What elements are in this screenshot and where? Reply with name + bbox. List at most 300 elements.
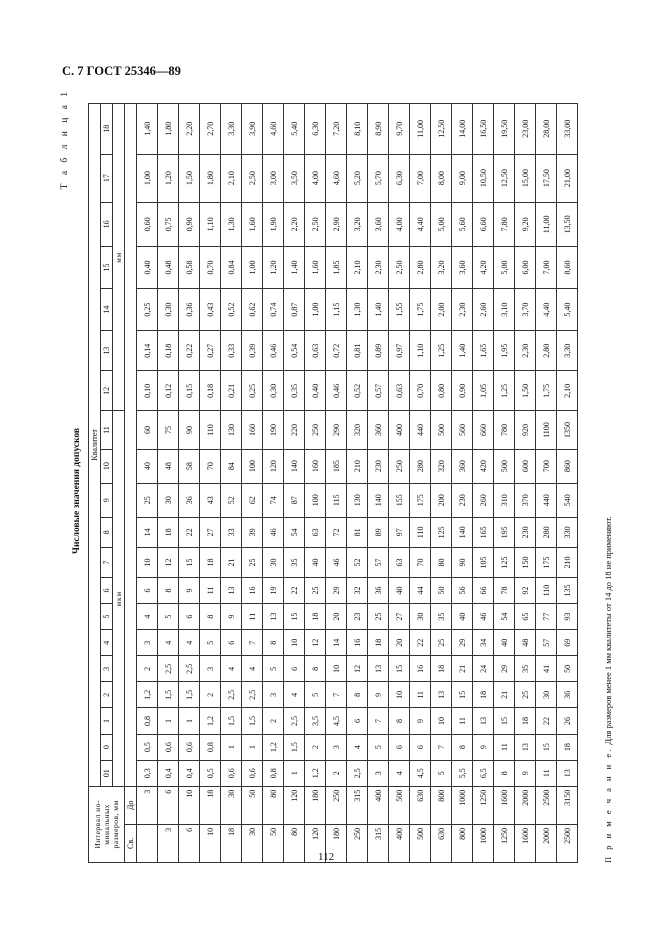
tolerance-value-cell: 330 [557,517,578,547]
tolerance-value-cell: 1,50 [515,371,536,411]
tolerance-value-cell: 9 [221,604,242,630]
interval-from-cell: 2000 [536,824,557,862]
tolerance-value-cell: 280 [410,449,431,483]
grade-header-cell: 5 [101,604,113,630]
tolerance-value-cell: 0,40 [305,371,326,411]
tolerance-value-cell: 440 [536,483,557,517]
tolerance-value-cell: 0,22 [179,331,200,371]
tolerance-value-cell: 4,00 [305,154,326,202]
tolerance-value-cell: 1,55 [389,289,410,331]
interval-from-cell: 30 [242,824,263,862]
tolerance-value-cell: 3,50 [284,154,305,202]
tolerance-value-cell: 4,60 [326,154,347,202]
tolerance-value-cell: 175 [536,547,557,577]
tolerance-value-cell: 40 [452,604,473,630]
tolerance-value-cell: 1,5 [179,682,200,708]
page-header: С. 7 ГОСТ 25346—89 [62,64,181,78]
tolerance-value-cell: 10,50 [473,154,494,202]
tolerance-value-cell: 0,52 [221,289,242,331]
tolerance-value-cell: 12,50 [494,154,515,202]
tolerance-value-cell: 0,87 [284,289,305,331]
interval-from-cell: 315 [368,824,389,862]
tolerance-value-cell: 22 [284,578,305,604]
tolerance-value-cell: 125 [494,547,515,577]
tolerance-value-cell: 2,5 [179,656,200,682]
tolerance-value-cell: 540 [557,483,578,517]
table-row [557,104,578,863]
tolerance-value-cell: 13 [368,656,389,682]
tolerance-value-cell: 9,70 [389,104,410,155]
tolerance-value-cell: 50 [557,656,578,682]
tolerance-value-cell: 30 [158,483,179,517]
tolerance-value-cell: 2,20 [284,202,305,246]
interval-to-cell: 315 [347,786,368,824]
tolerance-value-cell: 18 [158,517,179,547]
tolerance-value-cell: 2,80 [536,331,557,371]
tolerance-value-cell: 50 [431,578,452,604]
tolerance-value-cell: 110 [200,411,221,449]
tolerance-table [88,103,578,863]
tolerance-value-cell: 1,2 [263,734,284,760]
tolerance-value-cell: 195 [494,517,515,547]
tolerance-value-cell: 8 [263,630,284,656]
tolerance-value-cell: 5,20 [347,154,368,202]
tolerance-value-cell: 41 [536,656,557,682]
tolerance-value-cell: 6,30 [305,104,326,155]
tolerance-value-cell: 25 [368,604,389,630]
tolerance-value-cell: 3,00 [263,154,284,202]
tolerance-value-cell: 12 [158,547,179,577]
tolerance-value-cell: 52 [221,483,242,517]
tolerance-value-cell: 22 [179,517,200,547]
tolerance-value-cell: 1,2 [305,760,326,786]
tolerance-value-cell: 140 [452,517,473,547]
unit-mkm-header: мкм [113,411,125,786]
tolerance-value-cell: 9 [368,682,389,708]
tolerance-value-cell: 0,5 [137,734,158,760]
table-row [242,104,263,863]
tolerance-value-cell: 65 [515,604,536,630]
tolerance-value-cell: 16,50 [473,104,494,155]
tolerance-value-cell: 9,00 [452,154,473,202]
tolerance-value-cell: 1,2 [137,682,158,708]
table-label: Т а б л и ц а 1 [60,89,70,190]
tolerance-value-cell: 2,00 [431,289,452,331]
tolerance-value-cell: 29 [494,656,515,682]
tolerance-value-cell: 0,81 [347,331,368,371]
tolerance-value-cell: 16 [242,578,263,604]
rotated-table-block [60,81,615,871]
tolerance-value-cell: 0,97 [389,331,410,371]
tolerance-value-cell: 18 [473,682,494,708]
tolerance-value-cell: 11 [200,578,221,604]
tolerance-value-cell: 35 [515,656,536,682]
tolerance-value-cell: 25 [515,682,536,708]
tolerance-value-cell: 75 [158,411,179,449]
tolerance-value-cell: 6,00 [515,246,536,288]
tolerance-value-cell: 6 [347,708,368,734]
tolerance-value-cell: 21 [494,682,515,708]
tolerance-value-cell: 0,12 [158,371,179,411]
tolerance-value-cell: 3 [263,682,284,708]
tolerance-value-cell: 1 [179,708,200,734]
note-text: Для размеров менее 1 мм квалитеты от 14 до 18 не применяют. [603,516,613,745]
tolerance-value-cell: 22 [536,708,557,734]
tolerance-value-cell: 7,00 [410,154,431,202]
interval-to-cell: 1600 [494,786,515,824]
tolerance-value-cell: 8 [158,578,179,604]
tolerance-value-cell: 2 [263,708,284,734]
tolerance-value-cell: 13,50 [557,202,578,246]
tolerance-value-cell: 25 [242,547,263,577]
tolerance-value-cell: 23,00 [515,104,536,155]
tolerance-value-cell: 4 [158,630,179,656]
tolerance-value-cell: 1,40 [137,104,158,155]
tolerance-value-cell: 140 [284,449,305,483]
tolerance-value-cell: 280 [536,517,557,547]
tolerance-value-cell: 1,15 [326,289,347,331]
tolerance-value-cell: 1,25 [431,331,452,371]
tolerance-value-cell: 1,75 [410,289,431,331]
tolerance-value-cell: 1 [284,760,305,786]
tolerance-value-cell: 4 [137,604,158,630]
tolerance-value-cell: 0,6 [179,734,200,760]
tolerance-value-cell: 0,90 [179,202,200,246]
tolerance-value-cell: 11 [242,604,263,630]
tolerance-value-cell: 1,00 [305,289,326,331]
tolerance-value-cell: 3,70 [515,289,536,331]
table-row [221,104,242,863]
tolerance-value-cell: 63 [389,547,410,577]
tolerance-value-cell: 8 [347,682,368,708]
grade-header-cell: 1 [101,708,113,734]
tolerance-value-cell: 5,00 [431,202,452,246]
tolerance-value-cell: 44 [410,578,431,604]
tolerance-value-cell: 100 [305,483,326,517]
tolerance-value-cell: 6 [410,734,431,760]
tolerance-value-cell: 1,5 [221,708,242,734]
tolerance-value-cell: 0,90 [452,371,473,411]
tolerance-value-cell: 0,6 [158,734,179,760]
tolerance-value-cell: 190 [263,411,284,449]
tolerance-value-cell: 90 [179,411,200,449]
interval-to-cell: 1000 [452,786,473,824]
tolerance-value-cell: 18 [200,547,221,577]
tolerance-value-cell: 8,10 [347,104,368,155]
tolerance-value-cell: 54 [494,604,515,630]
table-title: Числовые значения допусков [72,427,82,555]
tolerance-value-cell: 5,60 [452,202,473,246]
tolerance-value-cell: 10 [137,547,158,577]
tolerance-value-cell: 3,20 [347,202,368,246]
interval-from-cell: 120 [305,824,326,862]
tolerance-value-cell: 230 [515,517,536,547]
tolerance-value-cell: 1,20 [263,246,284,288]
interval-to-cell: 80 [263,786,284,824]
interval-to-cell: 2500 [536,786,557,824]
grade-header-cell: 15 [101,246,113,288]
grade-header-cell: 17 [101,154,113,202]
table-row [410,104,431,863]
tolerance-value-cell: 7 [368,708,389,734]
tolerance-value-cell: 660 [473,411,494,449]
interval-to-cell: 10 [179,786,200,824]
tolerance-value-cell: 2,20 [179,104,200,155]
interval-to-cell: 120 [284,786,305,824]
interval-to-cell: 6 [158,786,179,824]
tolerance-value-cell: 700 [536,449,557,483]
tolerance-value-cell: 13 [557,760,578,786]
interval-from-cell: 180 [326,824,347,862]
tolerance-value-cell: 18 [305,604,326,630]
tolerance-value-cell: 100 [242,449,263,483]
tolerance-value-cell: 56 [452,578,473,604]
tolerance-value-cell: 33 [221,517,242,547]
tolerance-value-cell: 9,20 [515,202,536,246]
tolerance-value-cell: 0,8 [137,708,158,734]
tolerance-value-cell: 17,50 [536,154,557,202]
tolerance-value-cell: 1 [158,708,179,734]
interval-to-cell: 630 [410,786,431,824]
tolerance-value-cell: 1,80 [200,154,221,202]
tolerance-value-cell: 560 [452,411,473,449]
tolerance-value-cell: 0,60 [137,202,158,246]
tolerance-value-cell: 2,50 [305,202,326,246]
interval-from-cell: 3 [158,824,179,862]
tolerance-value-cell: 0,80 [431,371,452,411]
tolerance-value-cell: 69 [557,630,578,656]
tolerance-value-cell: 310 [494,483,515,517]
tolerance-value-cell: 2 [326,760,347,786]
tolerance-value-cell: 0,39 [242,331,263,371]
tolerance-value-cell: 36 [557,682,578,708]
tolerance-value-cell: 52 [347,547,368,577]
interval-from-cell: 10 [200,824,221,862]
tolerance-value-cell: 105 [473,547,494,577]
tolerance-value-cell: 0,5 [200,760,221,786]
tolerance-value-cell: 57 [368,547,389,577]
tolerance-value-cell: 8 [200,604,221,630]
grade-header-cell: 11 [101,411,113,449]
tolerance-value-cell: 1,75 [536,371,557,411]
tolerance-value-cell: 2,5 [242,682,263,708]
grade-header-cell: 2 [101,682,113,708]
tolerance-value-cell: 320 [347,411,368,449]
tolerance-value-cell: 120 [263,449,284,483]
tolerance-value-cell: 18 [431,656,452,682]
tolerance-value-cell: 0,40 [137,246,158,288]
tolerance-value-cell: 920 [515,411,536,449]
tolerance-value-cell: 185 [326,449,347,483]
tolerance-value-cell: 6,5 [473,760,494,786]
tolerance-value-cell: 110 [410,517,431,547]
tolerance-value-cell: 130 [347,483,368,517]
tolerance-value-cell: 3,5 [305,708,326,734]
tolerance-value-cell: 18 [368,630,389,656]
table-row [368,104,389,863]
tolerance-value-cell: 0,48 [158,246,179,288]
tolerance-value-cell: 2,5 [158,656,179,682]
tolerance-value-cell: 29 [326,578,347,604]
table-row [431,104,452,863]
header-spacer [125,104,137,787]
tolerance-value-cell: 5,00 [494,246,515,288]
interval-from-cell: 800 [452,824,473,862]
tolerance-value-cell: 46 [263,517,284,547]
tolerance-value-cell: 0,25 [137,289,158,331]
tolerance-value-cell: 8 [494,760,515,786]
tolerance-value-cell: 25 [305,578,326,604]
table-row [326,104,347,863]
tolerance-value-cell: 1,00 [137,154,158,202]
tolerance-value-cell: 4,40 [410,202,431,246]
table-row [536,104,557,863]
tolerance-value-cell: 0,43 [200,289,221,331]
tolerance-value-cell: 0,30 [158,289,179,331]
tolerance-value-cell: 2 [137,656,158,682]
tolerance-value-cell: 5 [431,760,452,786]
tolerance-value-cell: 0,18 [200,371,221,411]
tolerance-value-cell: 21 [221,547,242,577]
tolerance-value-cell: 15 [284,604,305,630]
tolerance-value-cell: 1,85 [326,246,347,288]
tolerance-value-cell: 10 [431,708,452,734]
tolerance-value-cell: 70 [200,449,221,483]
table-row [347,104,368,863]
grade-header-cell: 3 [101,656,113,682]
tolerance-value-cell: 220 [284,411,305,449]
tolerance-value-cell: 12,50 [431,104,452,155]
interval-to-cell: 400 [368,786,389,824]
interval-from-cell: 6 [179,824,200,862]
tolerance-value-cell: 160 [305,449,326,483]
tolerance-value-cell: 6 [284,656,305,682]
tolerance-value-cell: 2 [305,734,326,760]
tolerance-value-cell: 11,00 [536,202,557,246]
tolerance-value-cell: 21,00 [557,154,578,202]
table-row [473,104,494,863]
tolerance-value-cell: 4,60 [263,104,284,155]
tolerance-value-cell: 78 [494,578,515,604]
tolerance-value-cell: 3,60 [452,246,473,288]
tolerance-value-cell: 40 [494,630,515,656]
tolerance-value-cell: 440 [410,411,431,449]
tolerance-value-cell: 30 [410,604,431,630]
interval-from-cell: 80 [284,824,305,862]
tolerance-value-cell: 1,50 [179,154,200,202]
grade-header-cell: 14 [101,289,113,331]
tolerance-value-cell: 1,10 [410,331,431,371]
tolerance-value-cell: 3,60 [368,202,389,246]
tolerance-value-cell: 1,40 [452,331,473,371]
tolerance-value-cell: 60 [137,411,158,449]
tolerance-value-cell: 27 [200,517,221,547]
tolerance-value-cell: 35 [284,547,305,577]
tolerance-value-cell: 13 [221,578,242,604]
tolerance-value-cell: 0,58 [179,246,200,288]
tolerance-value-cell: 30 [536,682,557,708]
tolerance-value-cell: 0,46 [263,331,284,371]
tolerance-value-cell: 5,40 [557,289,578,331]
tolerance-value-cell: 0,27 [200,331,221,371]
tolerance-value-cell: 4,5 [410,760,431,786]
tolerance-value-cell: 77 [536,604,557,630]
table-row [284,104,305,863]
tolerance-value-cell: 14,00 [452,104,473,155]
tolerance-value-cell: 26 [557,708,578,734]
tolerance-value-cell: 210 [347,449,368,483]
tolerance-value-cell: 4,5 [326,708,347,734]
tolerance-value-cell: 29 [452,630,473,656]
tolerance-value-cell: 860 [557,449,578,483]
tolerance-value-cell: 10 [284,630,305,656]
tolerance-value-cell: 27 [389,604,410,630]
tolerance-value-cell: 10 [326,656,347,682]
tolerance-value-cell: 0,4 [158,760,179,786]
tolerance-value-cell: 0,6 [242,760,263,786]
tolerance-value-cell: 90 [452,547,473,577]
grade-header-cell: 8 [101,517,113,547]
from-header: Св. [125,824,137,862]
tolerance-value-cell: 18 [557,734,578,760]
interval-from-cell: 1000 [473,824,494,862]
interval-header: Интервал но-минальных размеров, мм [89,786,125,862]
tolerance-value-cell: 160 [242,411,263,449]
tolerance-value-cell: 0,3 [137,760,158,786]
tolerance-value-cell: 28,00 [536,104,557,155]
tolerance-value-cell: 0,70 [410,371,431,411]
interval-from-cell [137,824,158,862]
table-note [603,516,613,863]
tolerance-value-cell: 3,20 [431,246,452,288]
interval-from-cell: 630 [431,824,452,862]
tolerance-value-cell: 4,00 [389,202,410,246]
tolerance-value-cell: 1,60 [242,202,263,246]
tolerance-value-cell: 14 [137,517,158,547]
tolerance-value-cell: 0,4 [179,760,200,786]
tolerance-value-cell: 1,5 [158,682,179,708]
tolerance-value-cell: 1100 [536,411,557,449]
tolerance-value-cell: 7,20 [326,104,347,155]
tolerance-value-cell: 5 [305,682,326,708]
tolerance-value-cell: 600 [515,449,536,483]
tolerance-value-cell: 58 [179,449,200,483]
tolerance-value-cell: 40 [305,547,326,577]
tolerance-value-cell: 5,70 [368,154,389,202]
interval-from-cell: 50 [263,824,284,862]
tolerance-value-cell: 1,25 [494,371,515,411]
tolerance-value-cell: 43 [200,483,221,517]
tolerance-value-cell: 4 [221,656,242,682]
tolerance-value-cell: 5,5 [452,760,473,786]
grade-header-cell: 0 [101,734,113,760]
tolerance-value-cell: 35 [431,604,452,630]
grade-header-cell: 4 [101,630,113,656]
grade-header-cell: 12 [101,371,113,411]
tolerance-value-cell: 25 [137,483,158,517]
tolerance-value-cell: 15 [452,682,473,708]
tolerance-value-cell: 9 [179,578,200,604]
tolerance-value-cell: 0,18 [158,331,179,371]
interval-to-cell: 250 [326,786,347,824]
tolerance-value-cell: 11 [410,682,431,708]
tolerance-value-cell: 0,33 [221,331,242,371]
interval-to-cell: 18 [200,786,221,824]
tolerance-value-cell: 1,95 [494,331,515,371]
tolerance-value-cell: 4 [389,760,410,786]
tolerance-value-cell: 93 [557,604,578,630]
tolerance-value-cell: 4 [347,734,368,760]
